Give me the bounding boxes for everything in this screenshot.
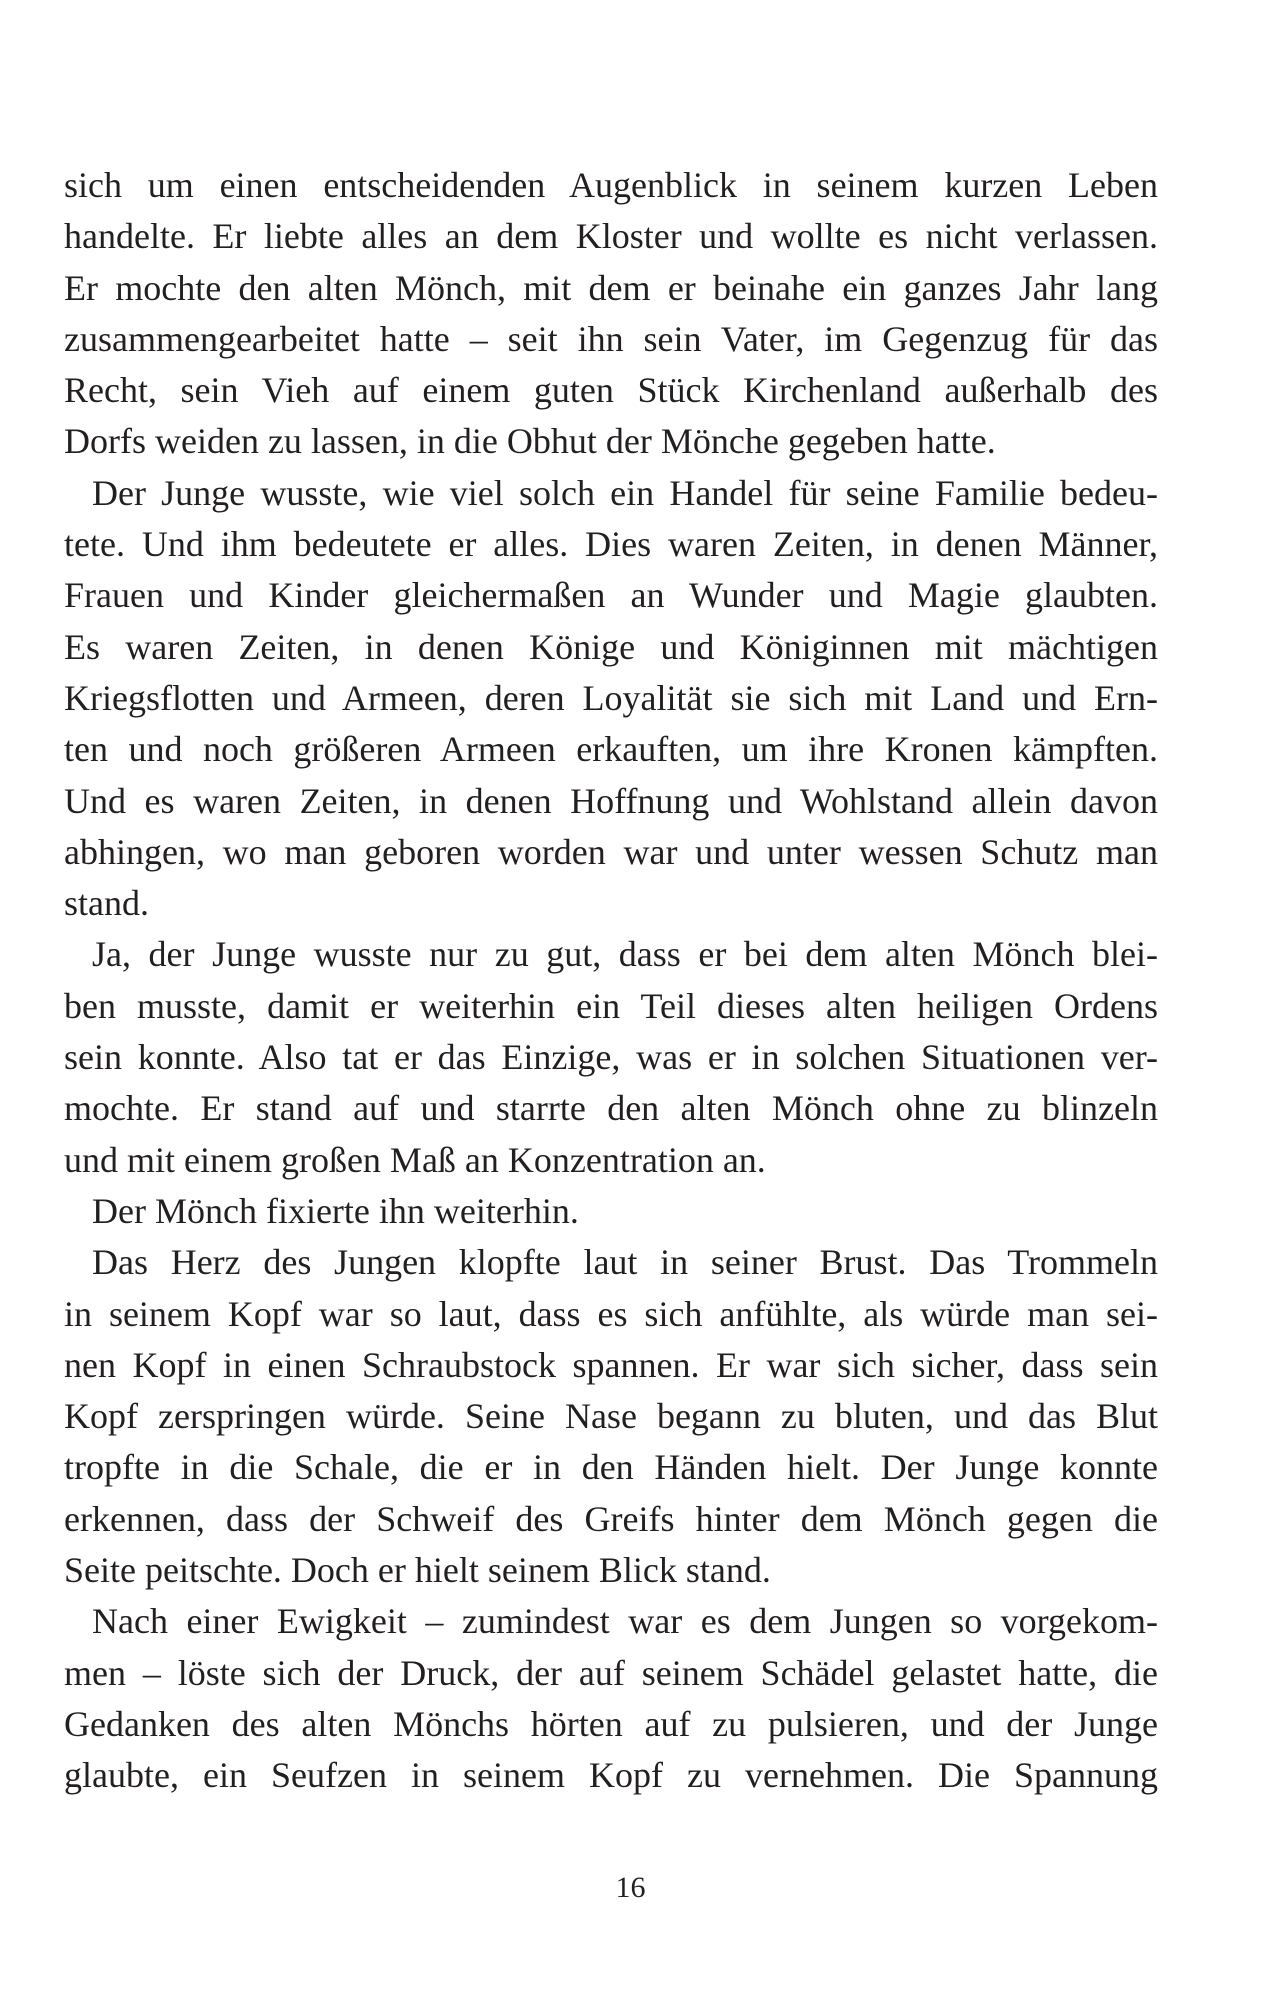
text-line: abhingen, wo man geboren worden war und unter wessen Schutz man: [64, 831, 1158, 872]
text-line: Frauen und Kinder gleichermaßen an Wunder und Magie glaubten.: [64, 575, 1158, 616]
text-line: glaubte, ein Seufzen in seinem Kopf zu vernehmen. Die Spannung: [64, 1755, 1158, 1796]
text-line: mochte. Er stand auf und starrte den alten Mönch ohne zu blinzeln: [64, 1088, 1158, 1129]
text-line: ben musste, damit er weiterhin ein Teil dieses alten heiligen Ordens: [64, 985, 1158, 1026]
text-line: Nach einer Ewigkeit – zumindest war es dem Jungen so vorgekom-: [92, 1601, 1158, 1642]
text-line: Und es waren Zeiten, in denen Hoffnung und Wohlstand allein davon: [64, 780, 1158, 821]
text-line: Dorfs weiden zu lassen, in die Obhut der Mönche gegeben hatte.: [64, 421, 996, 462]
text-line: Gedanken des alten Mönchs hörten auf zu pulsieren, und der Junge: [64, 1703, 1158, 1744]
text-line: Ja, der Junge wusste nur zu gut, dass er bei dem alten Mönch blei-: [92, 934, 1158, 975]
text-line: Kriegsflotten und Armeen, deren Loyalität sie sich mit Land und Ern-: [64, 677, 1158, 718]
text-line: ten und noch größeren Armeen erkauften, um ihre Kronen kämpften.: [64, 729, 1158, 770]
text-line: sich um einen entscheidenden Augenblick in seinem kurzen Leben: [64, 165, 1158, 205]
text-line: Seite peitschte. Doch er hielt seinem Blick stand.: [64, 1550, 771, 1591]
text-line: Der Junge wusste, wie viel solch ein Handel für seine Familie bedeu-: [92, 472, 1158, 513]
text-line: Kopf zerspringen würde. Seine Nase begann zu bluten, und das Blut: [64, 1396, 1158, 1437]
text-line: zusammengearbeitet hatte – seit ihn sein Vater, im Gegenzug für das: [64, 318, 1158, 359]
text-line: handelte. Er liebte alles an dem Kloster und wollte es nicht verlassen.: [64, 216, 1158, 257]
text-line: erkennen, dass der Schweif des Greifs hinter dem Mönch gegen die: [64, 1498, 1158, 1539]
text-line: in seinem Kopf war so laut, dass es sich anfühlte, als würde man sei-: [64, 1293, 1158, 1334]
text-line: Es waren Zeiten, in denen Könige und Königinnen mit mächtigen: [64, 626, 1158, 667]
text-line: tropfte in die Schale, die er in den Händen hielt. Der Junge konnte: [64, 1447, 1158, 1488]
text-line: men – löste sich der Druck, der auf seinem Schädel gelastet hatte, die: [64, 1652, 1158, 1693]
text-line: sein konnte. Also tat er das Einzige, was er in solchen Situationen ver-: [64, 1037, 1158, 1078]
text-line: Das Herz des Jungen klopfte laut in seiner Brust. Das Trommeln: [92, 1242, 1158, 1283]
page-number: 16: [615, 1871, 646, 1904]
text-line: nen Kopf in einen Schraubstock spannen. Er war sich sicher, dass sein: [64, 1344, 1158, 1385]
body-text: [64, 160, 1158, 1802]
text-line: und mit einem großen Maß an Konzentration an.: [64, 1139, 766, 1180]
text-line: Er mochte den alten Mönch, mit dem er beinahe ein ganzes Jahr lang: [64, 267, 1158, 308]
text-line: tete. Und ihm bedeutete er alles. Dies waren Zeiten, in denen Männer,: [64, 524, 1158, 565]
text-line: Der Mönch fixierte ihn weiterhin.: [92, 1190, 579, 1231]
text-line: Recht, sein Vieh auf einem guten Stück Kirchenland außerhalb des: [64, 370, 1158, 411]
text-line: stand.: [64, 883, 149, 924]
